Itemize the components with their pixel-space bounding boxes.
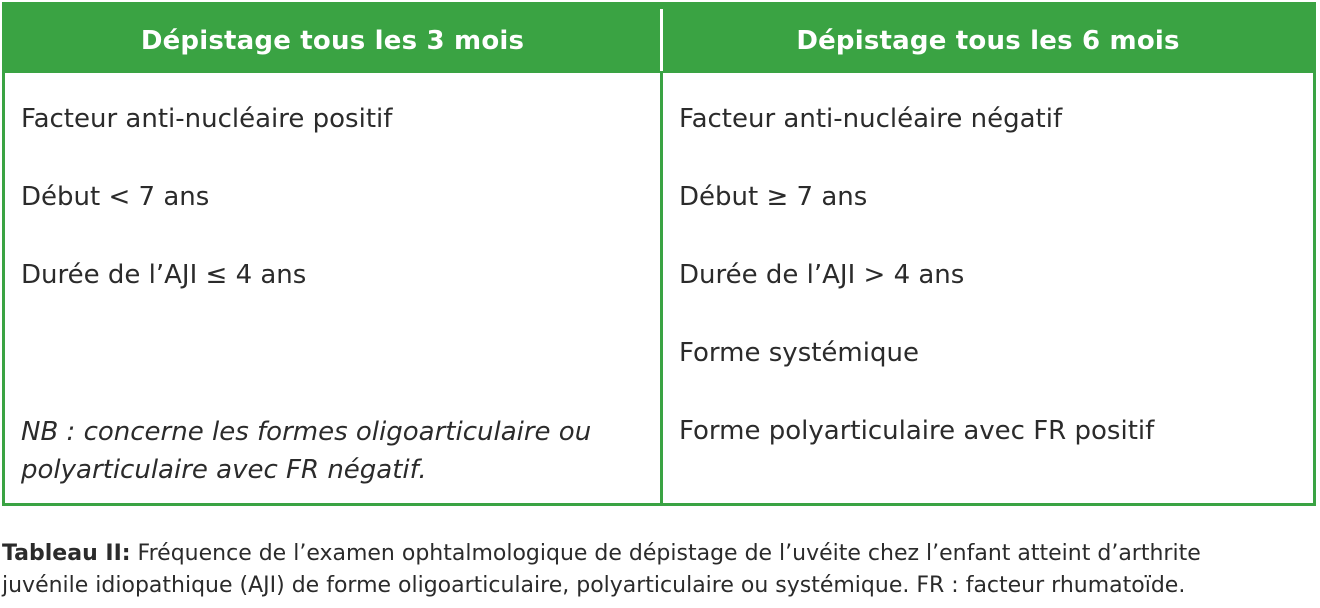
left-item-onset: Début < 7 ans [21,182,210,212]
left-item-anf-positive: Facteur anti-nucléaire positif [21,104,393,134]
left-note-line-2: polyarticulaire avec FR négatif. [21,455,427,485]
right-item-duration: Durée de l’AJI > 4 ans [679,260,965,290]
header-6-months: Dépistage tous les 6 mois [796,26,1180,56]
right-item-onset: Début ≥ 7 ans [679,182,868,212]
caption-label: Tableau II: [2,541,131,566]
table-caption [2,538,1318,602]
header-3-months: Dépistage tous les 3 mois [140,26,525,56]
caption-text-1: Fréquence de l’examen ophtalmologique de dépistage de l’uvéite chez l’enfant atteint d’arthrite [130,541,1201,566]
right-item-polyarticular: Forme polyarticulaire avec FR positif [679,416,1155,446]
left-note-line-1: NB : concerne les formes oligoarticulaire ou [21,417,592,447]
column-divider [660,73,663,503]
right-item-anf-negative: Facteur anti-nucléaire négatif [679,104,1063,134]
table-header [5,5,1313,73]
screening-table [2,2,1316,506]
caption-line-1 [2,538,1318,570]
right-item-systemic: Forme systémique [679,338,919,368]
left-item-duration: Durée de l’AJI ≤ 4 ans [21,260,307,290]
caption-line-2: juvénile idiopathique (AJI) de forme oligoarticulaire, polyarticulaire ou systémique. FR : facteur rhumatoïde. [2,573,1186,598]
